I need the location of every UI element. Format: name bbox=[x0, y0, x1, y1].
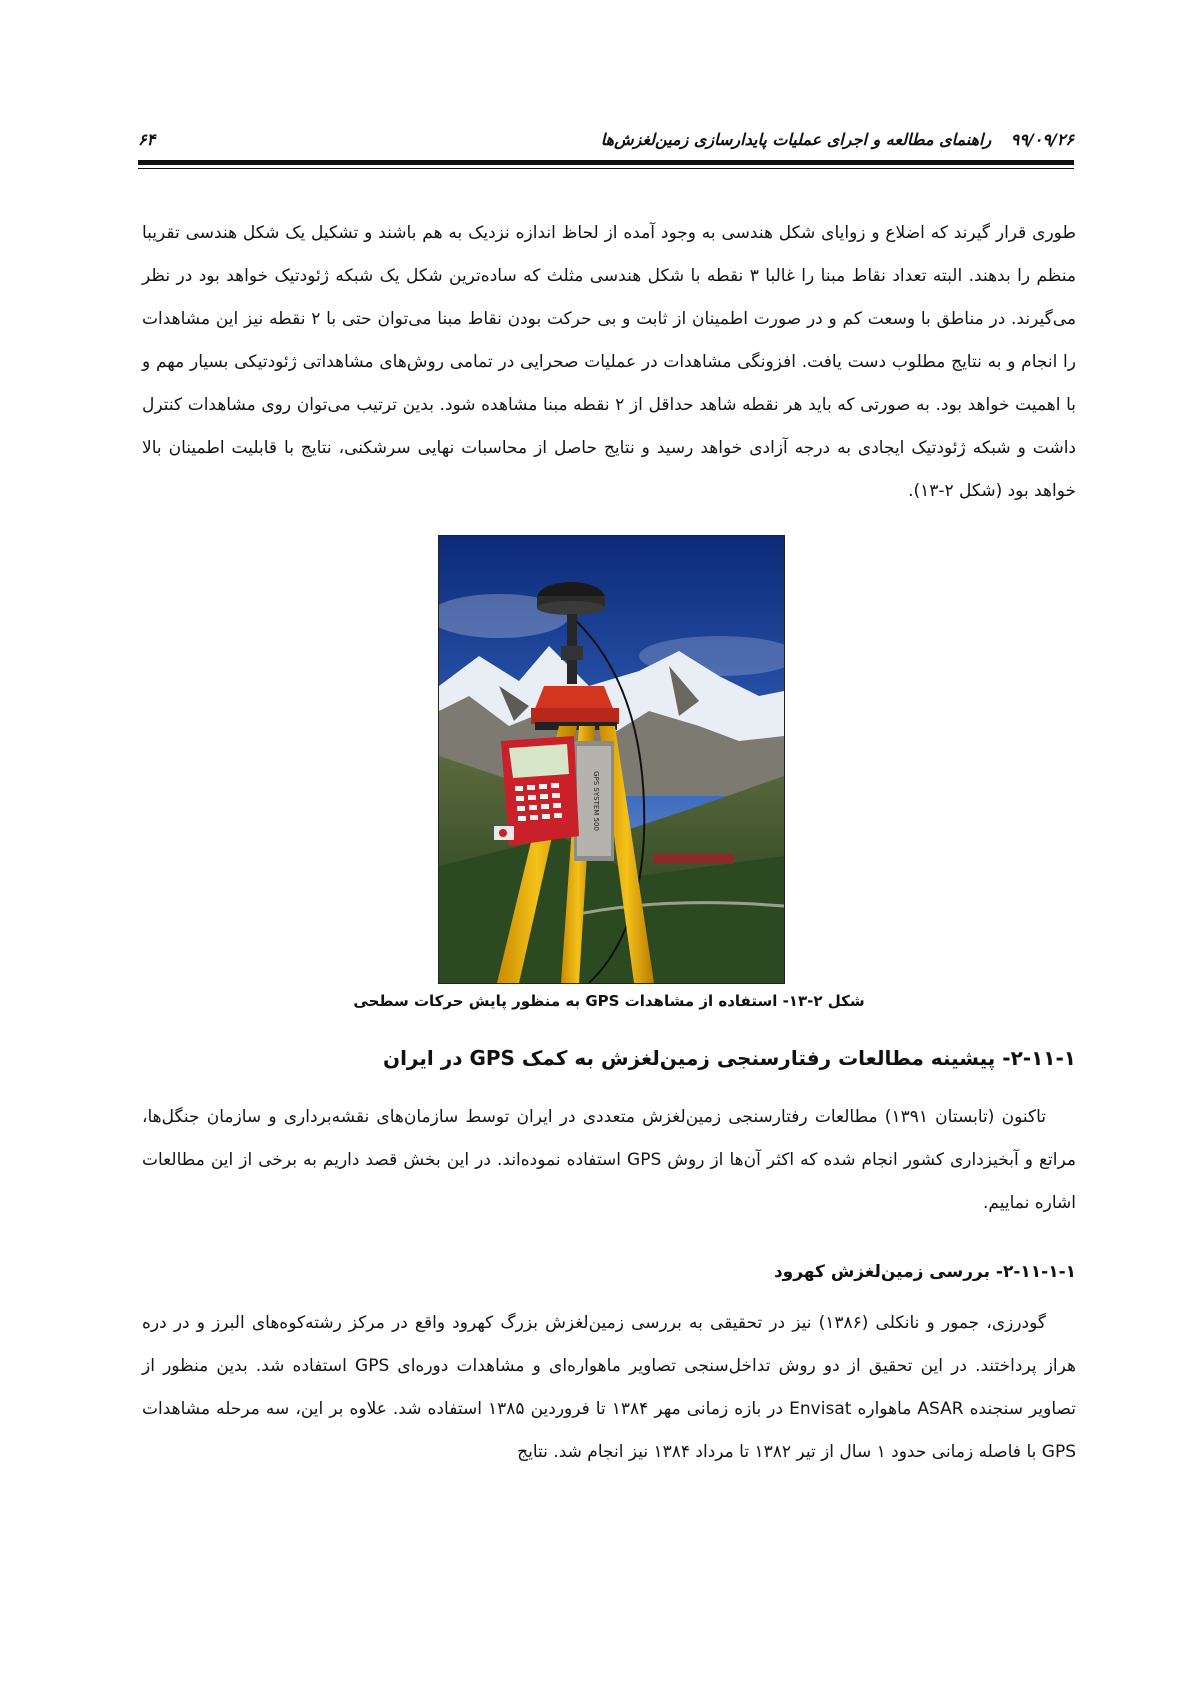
page-number: ۶۴ bbox=[138, 130, 156, 149]
device-label: GPS SYSTEM 500 bbox=[592, 771, 600, 831]
header-title-line bbox=[601, 130, 1074, 149]
header-title: راهنمای مطالعه و اجرای عملیات پایدارسازی زمین‌لغزش‌ها bbox=[600, 130, 992, 149]
gps-receiver-photo bbox=[438, 535, 785, 984]
photo-illustration bbox=[439, 536, 784, 983]
body-paragraph-2: تاکنون (تابستان ۱۳۹۱) مطالعات رفتارسنجی زمین‌لغزش متعددی در ایران توسط سازمان‌های نقشه‌برداری و سازمان جنگل‌ها، مراتع و آبخیزداری کشور انجام شده که اکثر آن‌ها از روش GPS استفاده نموده‌اند. در این بخش قصد داریم به برخی از این مطالعات اشاره نماییم. bbox=[142, 1107, 1076, 1213]
figure-caption: شکل ۲-۱۳- استفاده از مشاهدات GPS به منظور پایش حرکات سطحی bbox=[353, 992, 865, 1010]
header-rule-thin bbox=[138, 168, 1074, 169]
subsection-heading: ۲-۱۱-۱-۱- بررسی زمین‌لغزش کهرود bbox=[773, 1262, 1076, 1282]
body-paragraph-3: گودرزی، جمور و نانکلی (۱۳۸۶) نیز در تحقیقی به بررسی زمین‌لغزش بزرگ کهرود واقع در مرکز رشته‌کوه‌های البرز و در دره هراز پرداختند. در این تحقیق از دو روش تداخل‌سنجی تصاویر ماهواره‌ای و مشاهدات دوره‌ای GPS استفاده شد. بدین منظور از تصاویر سنجنده ASAR ماهواره Envisat در بازه زمانی مهر ۱۳۸۴ تا فروردین ۱۳۸۵ استفاده شد. علاوه بر این، سه مرحله مشاهدات GPS با فاصله زمانی حدود ۱ سال از تیر ۱۳۸۲ تا مرداد ۱۳۸۴ نیز انجام شد. نتایج bbox=[142, 1313, 1076, 1462]
header-date: ۹۹/۰۹/۲۶ bbox=[1010, 130, 1074, 149]
header-rule-thick bbox=[138, 160, 1074, 165]
running-header bbox=[138, 124, 1074, 154]
section-heading: ۲-۱۱-۱- پیشینه مطالعات رفتارسنجی زمین‌لغزش به کمک GPS در ایران bbox=[383, 1046, 1076, 1070]
body-paragraph-1: طوری قرار گیرند که اضلاع و زوایای شکل هندسی به وجود آمده از لحاظ اندازه نزدیک به هم باشند و تشکیل یک شکل هندسی تقریبا منظم را بدهند. البته تعداد نقاط مبنا را غالبا ۳ نقطه با شکل هندسی مثلث که ساده‌ترین شکل یک شبکه ژئودتیک خواهد بود در نظر می‌گیرند. در مناطق با وسعت کم و در صورت اطمینان از ثابت و بی حرکت بودن نقاط مبنا می‌توان حتی با ۲ نقطه نیز این مشاهدات را انجام و به نتایج مطلوب دست یافت. افزونگی مشاهدات در عملیات صحرایی در تمامی روش‌های مشاهداتی ژئودتیکی بسیار مهم و با اهمیت خواهد بود. به صورتی که باید هر نقطه شاهد حداقل از ۲ نقطه مبنا مشاهده شود. بدین ترتیب می‌توان روی مشاهدات کنترل داشت و شبکه ژئودتیک ایجادی به درجه آزادی خواهد رسید و نتایج حاصل از محاسبات نهایی سرشکنی، نتایج با قابلیت اطمینان بالا خواهد بود (شکل ۲-۱۳). bbox=[142, 223, 1076, 501]
